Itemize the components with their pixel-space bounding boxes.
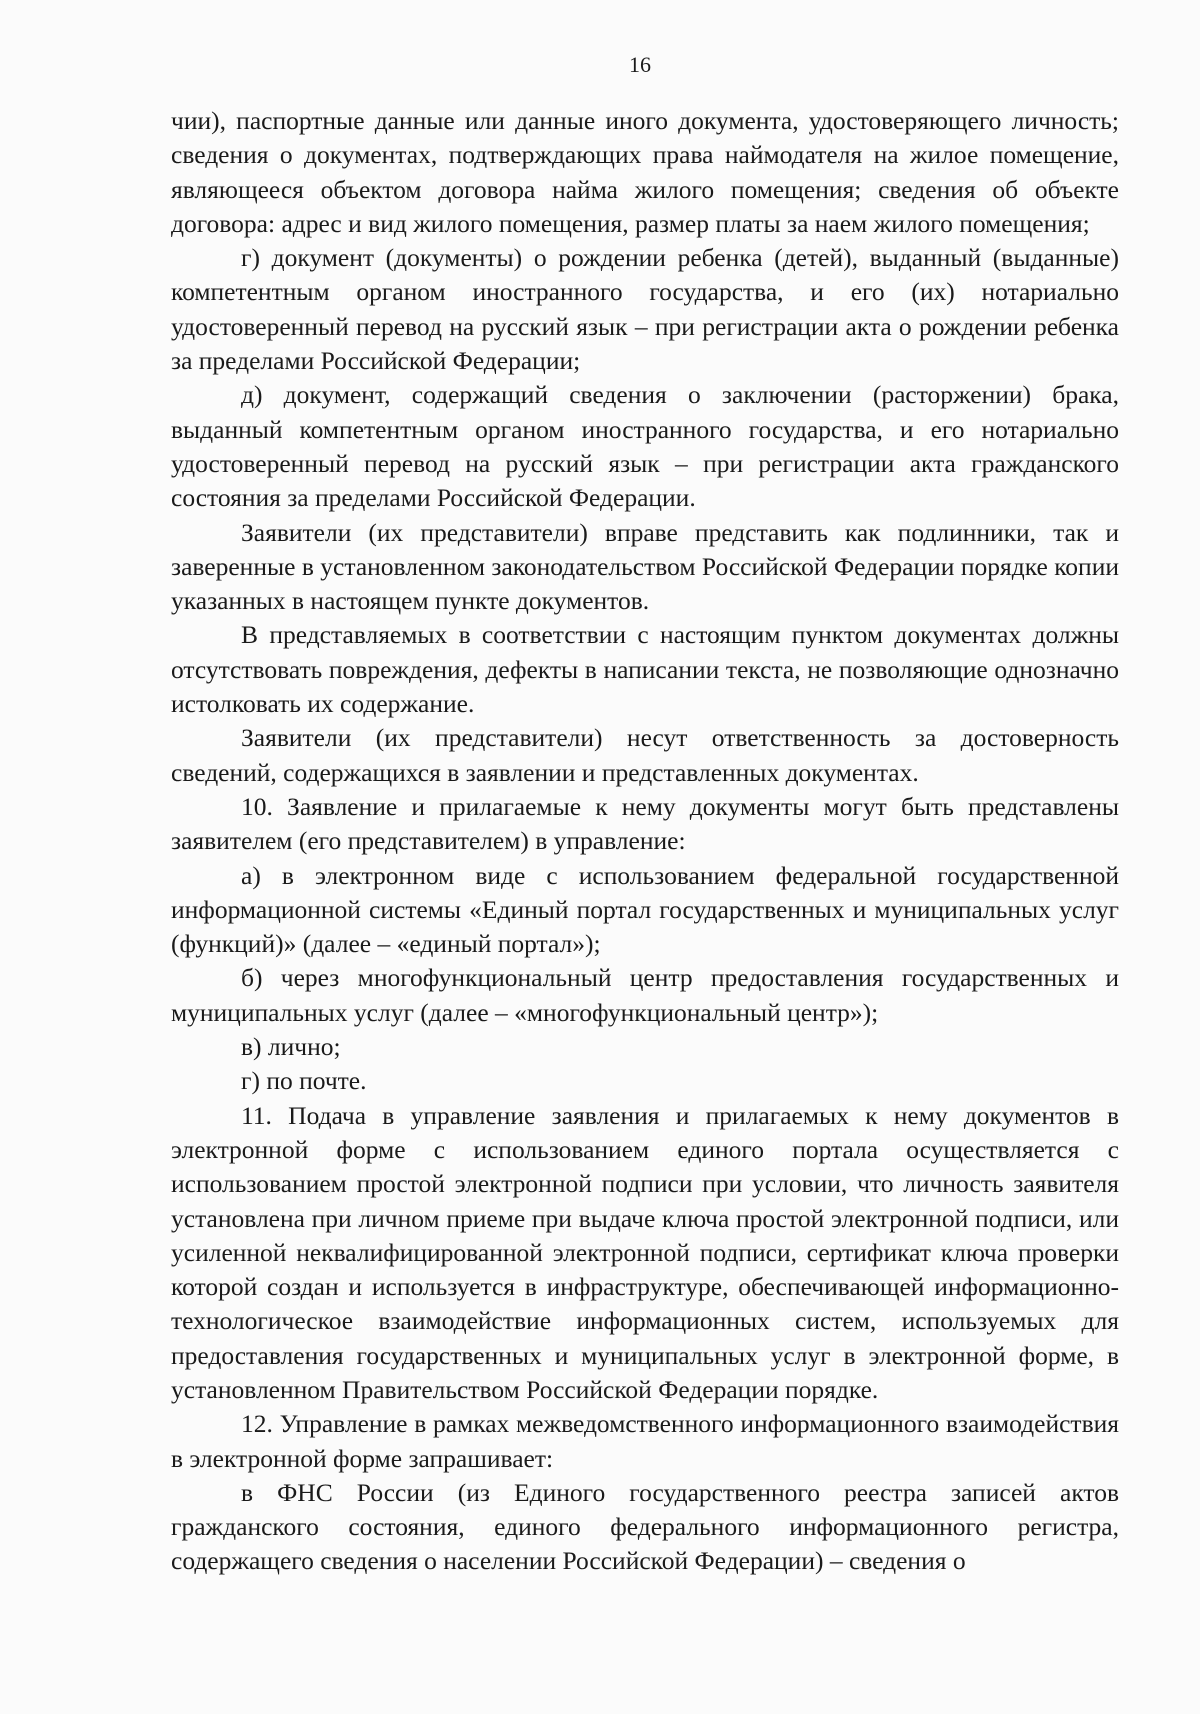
- paragraph: чии), паспортные данные или данные иного документа, удостоверяющего личность; сведения о документах, подтверждающих права наймодателя на жилое помещение, являющееся объектом договора найма жилого помещения; сведения об объекте договора: адрес и вид жилого помещения, размер платы за наем жилого помещения;: [171, 106, 1119, 238]
- paragraph: В представляемых в соответствии с настоящим пунктом документах должны отсутствовать повреждения, дефекты в написании текста, не позволяющие однозначно истолковать их содержание.: [171, 620, 1119, 719]
- paragraph: д) документ, содержащий сведения о заключении (расторжении) брака, выданный компетентным органом иностранного государства, и его нотариально удостоверенный перевод на русский язык – при регистрации акта гражданского состояния за пределами Российской Федерации.: [171, 380, 1119, 513]
- paragraph: г) документ (документы) о рождении ребенка (детей), выданный (выданные) компетентным органом иностранного государства, и его (их) нотариально удостоверенный перевод на русский язык – при регистрации акта о рождении ребенка за пределами Российской Федерации;: [171, 243, 1119, 376]
- paragraph: 12. Управление в рамках межведомственного информационного взаимодействия в электронной форме запрашивает:: [171, 1409, 1119, 1473]
- paragraph: 10. Заявление и прилагаемые к нему документы могут быть представлены заявителем (его представителем) в управление:: [171, 791, 1119, 856]
- page-number: 16: [629, 52, 651, 77]
- paragraph: Заявители (их представители) несут ответственность за достоверность сведений, содержащихся в заявлении и представленных документах.: [171, 723, 1119, 787]
- paragraph: в) лично;: [241, 1032, 341, 1062]
- paragraph: Заявители (их представители) вправе представить как подлинники, так и заверенные в установленном законодательством Российской Федерации порядке копии указанных в настоящем пункте документов.: [171, 517, 1119, 616]
- paragraph: г) по почте.: [241, 1066, 367, 1096]
- paragraph: а) в электронном виде с использованием федеральной государственной информационной системы «Единый портал государственных и муниципальных услуг (функций)» (далее – «единый портал»);: [171, 860, 1119, 959]
- document-body: [171, 104, 1119, 1579]
- paragraph: б) через многофункциональный центр предоставления государственных и муниципальных услуг (далее – «многофункциональный центр»);: [171, 963, 1119, 1027]
- paragraph: 11. Подача в управление заявления и прилагаемых к нему документов в электронной форме с использованием единого портала осуществляется с использованием простой электронной подписи при условии, что личность заявителя установлена при личном приеме при выдаче ключа простой электронной подписи, или усиленной неквалифицированной электронной подписи, сертификат ключа проверки которой создан и используется в инфраструктуре, обеспечивающей информационно-технологическое взаимодействие информационных систем, используемых для предоставления государственных и муниципальных услуг в электронной форме, в установленном Правительством Российской Федерации порядке.: [171, 1100, 1119, 1404]
- paragraph: в ФНС России (из Единого государственного реестра записей актов гражданского состояния, единого федерального информационного регистра, содержащего сведения о населении Российской Федерации) – сведения о: [171, 1477, 1119, 1576]
